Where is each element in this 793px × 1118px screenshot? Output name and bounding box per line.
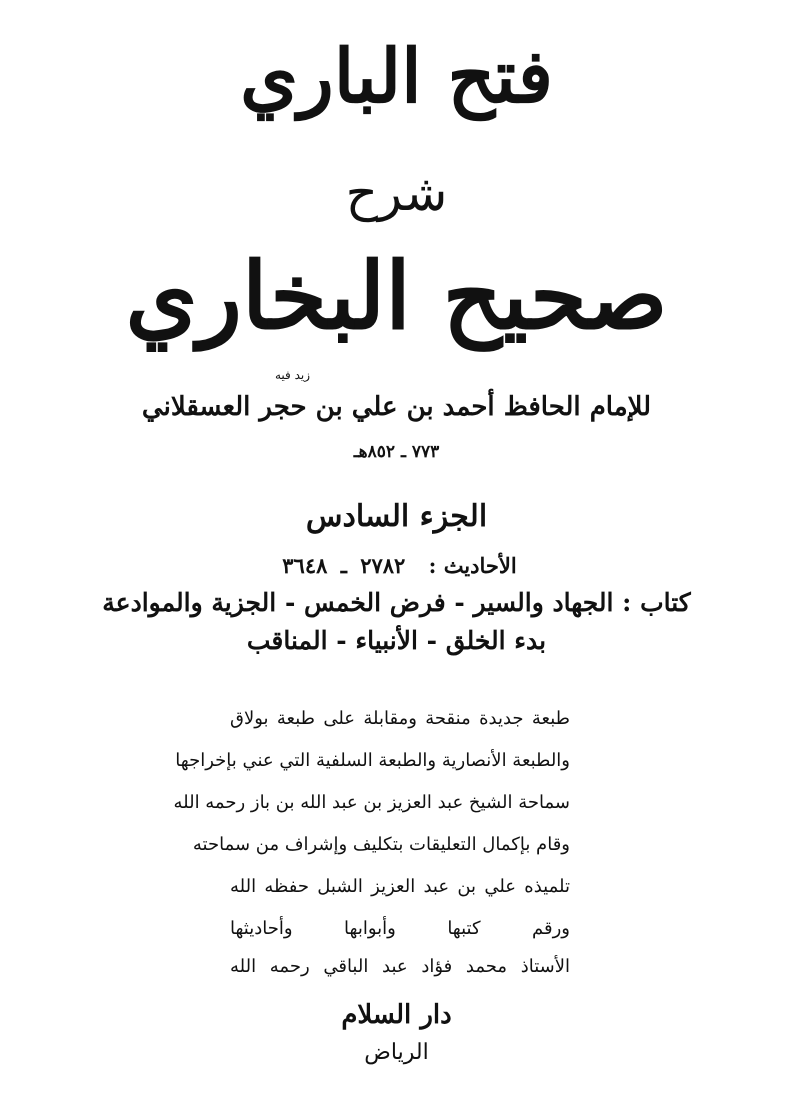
author-dates: ٧٧٣ ـ ٨٥٢هـ xyxy=(353,442,440,462)
book-title: فتح الباري xyxy=(240,34,553,120)
publisher-name: دار السلام xyxy=(341,1000,452,1030)
hadith-range xyxy=(0,555,793,576)
books-list-line-1: كتاب : الجهاد والسير - فرض الخمس - الجزية والموادعة xyxy=(102,588,691,617)
books-list-line-2: بدء الخلق - الأنبياء - المناقب xyxy=(246,626,547,655)
edition-note-line: سماحة الشيخ عبد العزيز بن عبد الله بن باز رحمه الله xyxy=(173,792,570,813)
edition-note-line: تلميذه علي بن عبد العزيز الشبل حفظه الله xyxy=(230,876,570,897)
calligraphy-note: زيد فيه xyxy=(275,368,311,382)
book-subtitle-sharh: شرح xyxy=(345,164,448,222)
book-title-sahih: صحيح البخاري xyxy=(125,242,668,350)
hadith-range-dash: ـ xyxy=(340,553,347,578)
edition-note-line: ورقم كتبها وأبوابها وأحاديثها xyxy=(230,918,570,939)
edition-note-line: وقام بإكمال التعليقات بتكليف وإشراف من سماحته xyxy=(192,834,570,855)
edition-note-line: الأستاذ محمد فؤاد عبد الباقي رحمه الله xyxy=(230,956,570,977)
volume-label: الجزء السادس xyxy=(305,499,488,534)
author-line: للإمام الحافظ أحمد بن علي بن حجر العسقلاني xyxy=(141,392,652,422)
hadith-range-label: الأحاديث : xyxy=(428,553,517,578)
hadith-range-to: ٣٦٤٨ xyxy=(282,553,328,578)
publisher-city: الرياض xyxy=(364,1040,429,1065)
edition-note-line: طبعة جديدة منقحة ومقابلة على طبعة بولاق xyxy=(230,708,570,729)
hadith-range-from: ٢٧٨٢ xyxy=(360,553,406,578)
edition-note-line: والطبعة الأنصارية والطبعة السلفية التي عني بإخراجها xyxy=(175,750,570,771)
